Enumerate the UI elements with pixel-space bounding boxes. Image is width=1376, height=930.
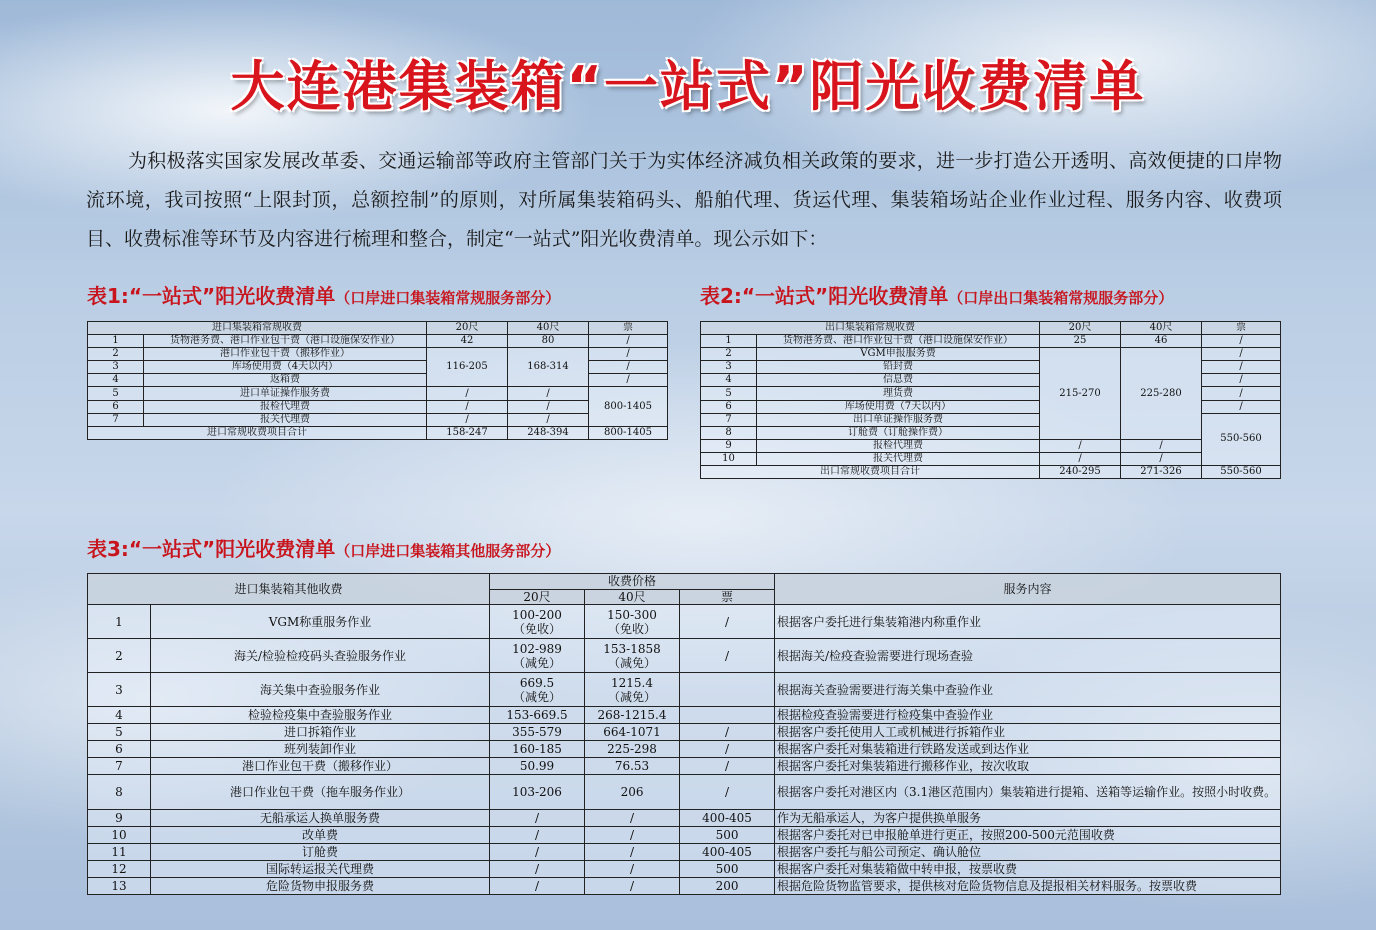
- t1-header-40: 40尺: [508, 322, 589, 335]
- t1-item: 进口单证操作服务费: [144, 387, 427, 400]
- t3-no: 12: [88, 861, 151, 878]
- t1-item: 库场使用费（4天以内）: [144, 361, 427, 374]
- t2-no: 2: [701, 348, 757, 361]
- t3-ticket: /: [680, 639, 775, 673]
- t2-item: 出口单证操作服务费: [757, 413, 1040, 426]
- t3-ticket: /: [680, 758, 775, 775]
- t2-header-item: 出口集装箱常规收费: [701, 322, 1040, 335]
- t1-c20: /: [427, 387, 508, 400]
- t3-ticket: 500: [680, 861, 775, 878]
- t1-ticket: /: [589, 361, 668, 374]
- t2-ticket: /: [1202, 335, 1281, 348]
- table2-heading-main: 表2:“一站式”阳光收费清单: [700, 284, 949, 308]
- t3-ticket: /: [680, 605, 775, 639]
- t2-c40: /: [1121, 452, 1202, 465]
- t3-ticket: 200: [680, 878, 775, 895]
- table-row: [88, 335, 668, 348]
- t3-c20: /: [490, 861, 585, 878]
- t3-no: 10: [88, 827, 151, 844]
- t2-ticket: /: [1202, 348, 1281, 361]
- t3-item: 危险货物申报服务费: [151, 878, 490, 895]
- t3-item: 海关/检验检疫码头查验服务作业: [151, 639, 490, 673]
- t3-no: 1: [88, 605, 151, 639]
- t3-no: 9: [88, 810, 151, 827]
- t3-service: 作为无船承运人，为客户提供换单服务: [775, 810, 1281, 827]
- t3-item: 改单费: [151, 827, 490, 844]
- t1-c20: /: [427, 400, 508, 413]
- t3-c40: 153-1858 （减免）: [585, 639, 680, 673]
- t1-merged-20: 116-205: [427, 348, 508, 387]
- t3-ticket: /: [680, 775, 775, 810]
- table-row: [88, 810, 1281, 827]
- t1-no: 3: [88, 361, 144, 374]
- t3-item: 港口作业包干费（搬移作业）: [151, 758, 490, 775]
- t3-ticket: [680, 707, 775, 724]
- t2-no: 5: [701, 387, 757, 400]
- t3-c40: 225-298: [585, 741, 680, 758]
- t3-item: 班列装卸作业: [151, 741, 490, 758]
- page-title: 大连港集装箱“一站式”阳光收费清单: [230, 55, 1146, 118]
- t3-no: 7: [88, 758, 151, 775]
- t3-item: 海关集中查验服务作业: [151, 673, 490, 707]
- t3-service: 根据客户委托使用人工或机械进行拆箱作业: [775, 724, 1281, 741]
- t3-service: 根据海关查验需要进行海关集中查验作业: [775, 673, 1281, 707]
- t3-item: 订舱费: [151, 844, 490, 861]
- t3-ticket: 400-405: [680, 810, 775, 827]
- t1-no: 5: [88, 387, 144, 400]
- t3-no: 6: [88, 741, 151, 758]
- t1-item: 报关代理费: [144, 413, 427, 426]
- t3-c40: /: [585, 827, 680, 844]
- t3-ticket: /: [680, 741, 775, 758]
- t3-no: 8: [88, 775, 151, 810]
- t2-header-20: 20尺: [1040, 322, 1121, 335]
- t1-total-label: 进口常规收费项目合计: [88, 426, 427, 439]
- table-row: [701, 335, 1281, 348]
- t3-service: 根据客户委托进行集装箱港内称重作业: [775, 605, 1281, 639]
- t2-item: 货物港务费、港口作业包干费（港口设施保安作业）: [757, 335, 1040, 348]
- t1-total-20: 158-247: [427, 426, 508, 439]
- t3-no: 11: [88, 844, 151, 861]
- table-row: [88, 348, 668, 361]
- t2-total-label: 出口常规收费项目合计: [701, 466, 1040, 479]
- table-row: [88, 605, 1281, 639]
- t3-ticket: 500: [680, 827, 775, 844]
- t2-ticket: /: [1202, 400, 1281, 413]
- t1-no: 7: [88, 413, 144, 426]
- t2-item: 信息费: [757, 374, 1040, 387]
- table3-heading-main: 表3:“一站式”阳光收费清单: [87, 537, 336, 561]
- table-row: [701, 439, 1281, 452]
- t3-c20: 50.99: [490, 758, 585, 775]
- t1-no: 4: [88, 374, 144, 387]
- t3-c40: 268-1215.4: [585, 707, 680, 724]
- t2-merged-40: 225-280: [1121, 348, 1202, 440]
- t3-c20: 103-206: [490, 775, 585, 810]
- t2-ticket: /: [1202, 374, 1281, 387]
- t2-no: 1: [701, 335, 757, 348]
- t2-no: 9: [701, 439, 757, 452]
- table-row: [88, 639, 1281, 673]
- t3-item: VGM称重服务作业: [151, 605, 490, 639]
- table-row: [88, 707, 1281, 724]
- t1-c40: /: [508, 387, 589, 400]
- t3-c40: 1215.4 （减免）: [585, 673, 680, 707]
- t1-merged-40: 168-314: [508, 348, 589, 387]
- t2-merged-ticket: 550-560: [1202, 413, 1281, 465]
- t3-service: 根据客户委托与船公司预定、确认舱位: [775, 844, 1281, 861]
- t2-no: 4: [701, 374, 757, 387]
- t2-item: VGM申报服务费: [757, 348, 1040, 361]
- t1-no: 2: [88, 348, 144, 361]
- t3-c20: 669.5 （减免）: [490, 673, 585, 707]
- table2-heading: [700, 280, 1173, 309]
- t1-total-40: 248-394: [508, 426, 589, 439]
- t1-item: 货物港务费、港口作业包干费（港口设施保安作业）: [144, 335, 427, 348]
- t3-header-20: 20尺: [490, 589, 585, 605]
- t3-no: 4: [88, 707, 151, 724]
- t1-ticket: /: [589, 348, 668, 361]
- t2-c20: /: [1040, 452, 1121, 465]
- t2-total-40: 271-326: [1121, 466, 1202, 479]
- table1-heading-sub: （口岸进口集装箱常规服务部分）: [335, 289, 561, 307]
- t3-service: 根据客户委托对集装箱做中转申报，按票收费: [775, 861, 1281, 878]
- t3-c20: /: [490, 827, 585, 844]
- t3-ticket: [680, 673, 775, 707]
- t2-c20: /: [1040, 439, 1121, 452]
- t3-header-40: 40尺: [585, 589, 680, 605]
- t2-c40: /: [1121, 439, 1202, 452]
- t3-c40: /: [585, 844, 680, 861]
- t1-c40: 80: [508, 335, 589, 348]
- t3-no: 13: [88, 878, 151, 895]
- t3-no: 3: [88, 673, 151, 707]
- t3-c20: 160-185: [490, 741, 585, 758]
- t3-c40: 150-300 （免收）: [585, 605, 680, 639]
- table-total-row: [88, 426, 668, 439]
- t1-c40: /: [508, 413, 589, 426]
- t2-total-ticket: 550-560: [1202, 466, 1281, 479]
- t2-no: 3: [701, 361, 757, 374]
- t2-item: 报关代理费: [757, 452, 1040, 465]
- t2-no: 7: [701, 413, 757, 426]
- t3-c20: 100-200 （免收）: [490, 605, 585, 639]
- table3: [87, 573, 1281, 895]
- t3-service: 根据检疫查验需要进行检疫集中查验作业: [775, 707, 1281, 724]
- table-row: [88, 758, 1281, 775]
- t3-service: 根据客户委托对集装箱进行搬移作业，按次收取: [775, 758, 1281, 775]
- intro-paragraph: 为积极落实国家发展改革委、交通运输部等政府主管部门关于为实体经济减负相关政策的要求，进一步打造公开透明、高效便捷的口岸物流环境，我司按照“上限封顶，总额控制”的原则，对所属集装箱码头、船舶代理、货运代理、集装箱场站企业作业过程、服务内容、收费项目、收费标准等环节及内容进行梳理和整合，制定“一站式”阳光收费清单。现公示如下：: [86, 150, 1282, 250]
- t1-header-20: 20尺: [427, 322, 508, 335]
- t3-c20: 102-989 （减免）: [490, 639, 585, 673]
- t2-ticket: /: [1202, 361, 1281, 374]
- t3-service: 根据海关/检疫查验需要进行现场查验: [775, 639, 1281, 673]
- t3-service: 根据危险货物监管要求，提供核对危险货物信息及提报相关材料服务。按票收费: [775, 878, 1281, 895]
- t2-total-20: 240-295: [1040, 466, 1121, 479]
- table-row: [88, 844, 1281, 861]
- t3-c40: 664-1071: [585, 724, 680, 741]
- t3-c20: /: [490, 844, 585, 861]
- t1-ticket: /: [589, 335, 668, 348]
- t2-header-40: 40尺: [1121, 322, 1202, 335]
- table-row: [88, 827, 1281, 844]
- table-row: [88, 741, 1281, 758]
- table-row: [88, 413, 668, 426]
- t3-no: 2: [88, 639, 151, 673]
- t3-c20: /: [490, 878, 585, 895]
- t2-item: 理货费: [757, 387, 1040, 400]
- t3-c40: 206: [585, 775, 680, 810]
- t3-c20: /: [490, 810, 585, 827]
- t2-no: 8: [701, 426, 757, 439]
- t3-c40: /: [585, 861, 680, 878]
- t1-c20: 42: [427, 335, 508, 348]
- table3-heading: [87, 533, 560, 562]
- table3-heading-sub: （口岸进口集装箱其他服务部分）: [335, 542, 561, 560]
- table-total-row: [701, 466, 1281, 479]
- table1-heading: [87, 280, 560, 309]
- t2-c40: 46: [1121, 335, 1202, 348]
- t3-header-price: 收费价格: [490, 574, 775, 590]
- t3-c40: /: [585, 810, 680, 827]
- t2-item: 订舱费（订舱操作费）: [757, 426, 1040, 439]
- table2-heading-sub: （口岸出口集装箱常规服务部分）: [948, 289, 1174, 307]
- t3-no: 5: [88, 724, 151, 741]
- t1-item: 港口作业包干费（搬移作业）: [144, 348, 427, 361]
- table-row: [88, 775, 1281, 810]
- t3-item: 港口作业包干费（拖车服务作业）: [151, 775, 490, 810]
- t2-item: 报检代理费: [757, 439, 1040, 452]
- t1-no: 6: [88, 400, 144, 413]
- t3-c40: 76.53: [585, 758, 680, 775]
- t1-c40: /: [508, 400, 589, 413]
- t2-ticket: /: [1202, 387, 1281, 400]
- t2-no: 6: [701, 400, 757, 413]
- t1-header-ticket: 票: [589, 322, 668, 335]
- t3-service: 根据客户委托对集装箱进行铁路发送或到达作业: [775, 741, 1281, 758]
- table-row: [701, 452, 1281, 465]
- t1-item: 报检代理费: [144, 400, 427, 413]
- t1-no: 1: [88, 335, 144, 348]
- t2-item: 铅封费: [757, 361, 1040, 374]
- t1-merged-ticket: 800-1405: [589, 387, 668, 426]
- table-row: [88, 724, 1281, 741]
- t3-item: 无船承运人换单服务费: [151, 810, 490, 827]
- t2-merged-20: 215-270: [1040, 348, 1121, 440]
- t2-no: 10: [701, 452, 757, 465]
- t3-service: 根据客户委托对港区内（3.1港区范围内）集装箱进行提箱、送箱等运输作业。按照小时收费。: [775, 775, 1281, 810]
- t2-item: 库场使用费（7天以内）: [757, 400, 1040, 413]
- t1-header-item: 进口集装箱常规收费: [88, 322, 427, 335]
- t3-c20: 153-669.5: [490, 707, 585, 724]
- t1-item: 返箱费: [144, 374, 427, 387]
- table-row: [701, 348, 1281, 361]
- t3-ticket: /: [680, 724, 775, 741]
- t2-c20: 25: [1040, 335, 1121, 348]
- t1-ticket: /: [589, 374, 668, 387]
- t3-header-service: 服务内容: [775, 574, 1281, 605]
- t3-item: 检验检疫集中查验服务作业: [151, 707, 490, 724]
- t3-header-item: 进口集装箱其他收费: [88, 574, 490, 605]
- t3-service: 根据客户委托对已申报舱单进行更正，按照200-500元范围收费: [775, 827, 1281, 844]
- t3-body: [88, 605, 1281, 895]
- t3-c40: /: [585, 878, 680, 895]
- table2: [700, 321, 1281, 479]
- table-row: [88, 861, 1281, 878]
- t3-c20: 355-579: [490, 724, 585, 741]
- table-row: [88, 387, 668, 400]
- table-row: [88, 673, 1281, 707]
- table1-heading-main: 表1:“一站式”阳光收费清单: [87, 284, 336, 308]
- table-row: [88, 878, 1281, 895]
- table-row: [88, 400, 668, 413]
- t3-item: 进口拆箱作业: [151, 724, 490, 741]
- t2-header-ticket: 票: [1202, 322, 1281, 335]
- t3-header-ticket: 票: [680, 589, 775, 605]
- table1: [87, 321, 668, 440]
- t3-ticket: 400-405: [680, 844, 775, 861]
- t1-total-ticket: 800-1405: [589, 426, 668, 439]
- t1-c20: /: [427, 413, 508, 426]
- t3-item: 国际转运报关代理费: [151, 861, 490, 878]
